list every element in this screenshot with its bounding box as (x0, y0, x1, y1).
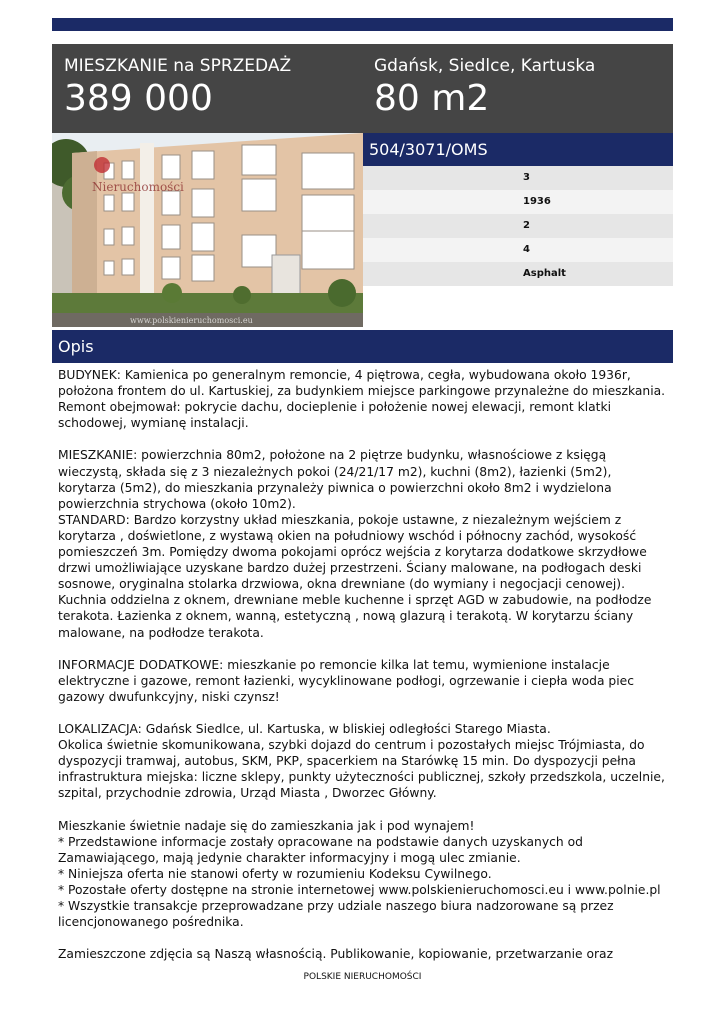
detail-row (363, 238, 673, 262)
photo-watermark: www.polskienieruchomosci.eu (130, 316, 253, 325)
details-table (363, 166, 673, 286)
detail-value: 4 (523, 244, 530, 255)
listing-reference: 504/3071/OMS (363, 133, 673, 166)
header-left (64, 56, 291, 119)
detail-row (363, 262, 673, 286)
description-spacer (58, 641, 668, 657)
photo-logo-text: Nieruchomości (92, 180, 184, 194)
listing-location: Gdańsk, Siedlce, Kartuska (374, 56, 596, 76)
detail-value: Asphalt (523, 268, 566, 279)
listing-header (52, 44, 673, 133)
description-body (58, 367, 668, 962)
page-footer: POLSKIE NIERUCHOMOŚCI (303, 972, 422, 982)
description-spacer (58, 705, 668, 721)
detail-value: 1936 (523, 196, 551, 207)
description-paragraph: Mieszkanie świetnie nadaje się do zamieszkania jak i pod wynajem! * Przedstawione informacje zostały opracowane na podstawie danych uzyskanych od Zamawiającego, mają jedynie charakter informacyjny i mogą ulec zmianie. * Niniejsza oferta nie stanowi oferty w rozumieniu Kodeksu Cywilnego. * Pozostałe oferty dostępne na stronie internetowej www.polskienieruchomosci.eu i www.polnie.pl * Wszystkie transakcje przeprowadzane przy udziale naszego biura nadzorowane są przez licencjonowanego pośrednika. (58, 818, 661, 930)
description-spacer (58, 431, 668, 447)
detail-row (363, 214, 673, 238)
description-section-title: Opis (52, 330, 673, 363)
building-illustration (52, 133, 363, 327)
listing-area: 80 m2 (374, 78, 490, 119)
detail-row (363, 166, 673, 190)
detail-value: 3 (523, 172, 530, 183)
description-paragraph: INFORMACJE DODATKOWE: mieszkanie po remoncie kilka lat temu, wymienione instalacje elektryczne i gazowe, remont łazienki, wycyklinowane podłogi, ogrzewanie i ciepła woda piec gazowy dwufunkcyjny, niski czynsz! (58, 657, 634, 704)
description-paragraph: LOKALIZACJA: Gdańsk Siedlce, ul. Kartuska, w bliskiej odległości Starego Miasta. Okolica świetnie skomunikowana, szybki dojazd do centrum i pozostałych miejsc Trójmiasta, do dyspozycji tramwaj, autobus, SKM, PKP, spacerkiem na Starówkę 15 min. Do dyspozycji pełna infrastruktura miejska: liczne sklepy, punkty użyteczności publicznej, szkoły przedszkola, uczelnie, szpital, przychodnie zdrowia, Urząd Miasta , Dworzec Główny. (58, 722, 665, 801)
description-paragraph: BUDYNEK: Kamienica po generalnym remoncie, 4 piętrowa, cegła, wybudowana około 1936r, położona frontem do ul. Kartuskiej, za budynkiem miejsce parkingowe przynależne do mieszkania. Remont obejmował: pokrycie dachu, docieplenie i położenie nowej elewacji, remont klatki schodowej, wymianę instalacji. (58, 368, 666, 431)
detail-value: 2 (523, 220, 530, 231)
detail-row (363, 190, 673, 214)
description-paragraph: Zamieszczone zdjęcia są Naszą własnością. Publikowanie, kopiowanie, przetwarzanie oraz (58, 947, 614, 962)
top-accent-bar (52, 18, 673, 31)
description-spacer (58, 802, 668, 818)
listing-type: MIESZKANIE na SPRZEDAŻ (64, 56, 292, 76)
description-paragraph: MIESZKANIE: powierzchnia 80m2, położone na 2 piętrze budynku, własnościowe z księgą wieczystą, składa się z 3 niezależnych pokoi (24/21/17 m2), kuchni (8m2), łazienki (5m2), korytarza (5m2), do mieszkania przynależy piwnica o powierzchni około 8m2 i wydzielona powierzchnia strychowa (około 10m2). STANDARD: Bardzo korzystny układ mieszkania, pokoje ustawne, z niezależnym wejściem z korytarza , doświetlone, z wystawą okien na południowy wschód i północny zachód, wysokość pomieszczeń 3m. Pomiędzy dwoma pokojami oprócz wejścia z korytarza dodatkowe skrzydłowe drzwi umożliwiające uzyskane bardzo dużej przestrzeni. Ściany malowane, na podłogach deski sosnowe, oryginalna stolarka drzwiowa, okna drewniane (do wymiany i negocjacji cenowej). Kuchnia oddzielna z oknem, drewniane meble kuchenne i sprzęt AGD w zabudowie, na podłodze terakota. Łazienka z oknem, wanną, estetyczną , nową glazurą i terakotą. W korytarzu ściany malowane, na podłodze terakota. (58, 448, 652, 640)
property-photo (52, 133, 363, 327)
listing-price: 389 000 (64, 78, 213, 119)
description-spacer (58, 930, 668, 946)
header-right (374, 56, 595, 119)
